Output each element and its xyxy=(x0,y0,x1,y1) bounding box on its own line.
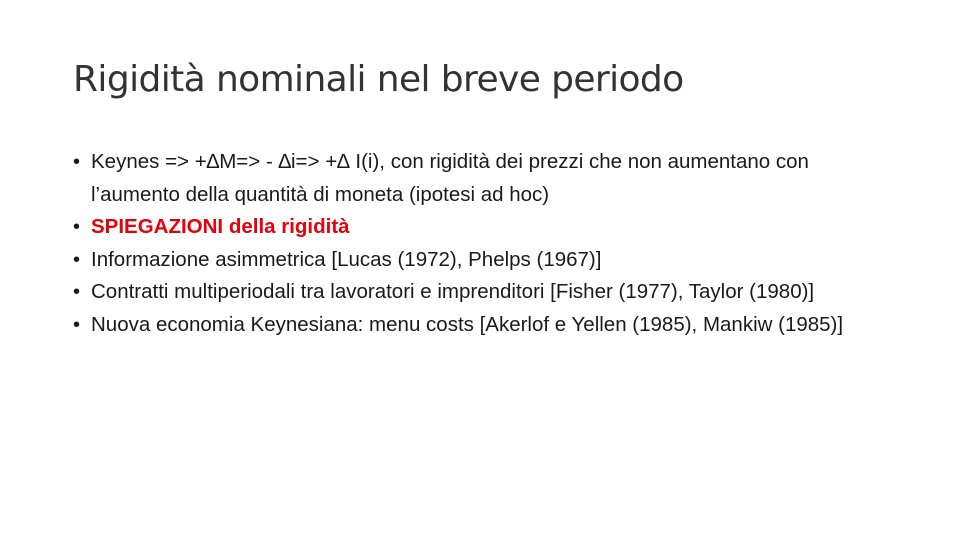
bullet-marker: • xyxy=(73,281,81,303)
bullet-item-keynes xyxy=(73,146,873,211)
bullet-list xyxy=(73,146,873,341)
bullet-text: Contratti multiperiodali tra lavoratori e imprenditori [Fisher (1977), Taylor (1980)] xyxy=(91,280,815,303)
bullet-marker: • xyxy=(73,313,81,336)
bullet-marker: • xyxy=(73,216,81,238)
bullet-item-nuova-economia xyxy=(73,309,873,342)
bullet-text: Informazione asimmetrica [Lucas (1972), Phelps (1967)] xyxy=(91,247,602,271)
bullet-text: Keynes => +∆M=> - ∆i=> +∆ I(i), con rigidità dei prezzi che non aumentano con l’aumento della quantità di moneta (ipotesi ad hoc) xyxy=(91,150,809,206)
bullet-marker: • xyxy=(73,151,81,173)
bullet-text: Nuova economia Keynesiana: menu costs [Akerlof e Yellen (1985), Mankiw (1985)] xyxy=(91,312,844,336)
slide-title: Rigidità nominali nel breve periodo xyxy=(73,59,684,100)
bullet-marker: • xyxy=(73,248,81,271)
bullet-text-highlighted: SPIEGAZIONI della rigidità xyxy=(91,215,350,238)
bullet-item-informazione xyxy=(73,244,873,277)
bullet-item-contratti xyxy=(73,276,873,309)
bullet-item-spiegazioni xyxy=(73,211,873,244)
